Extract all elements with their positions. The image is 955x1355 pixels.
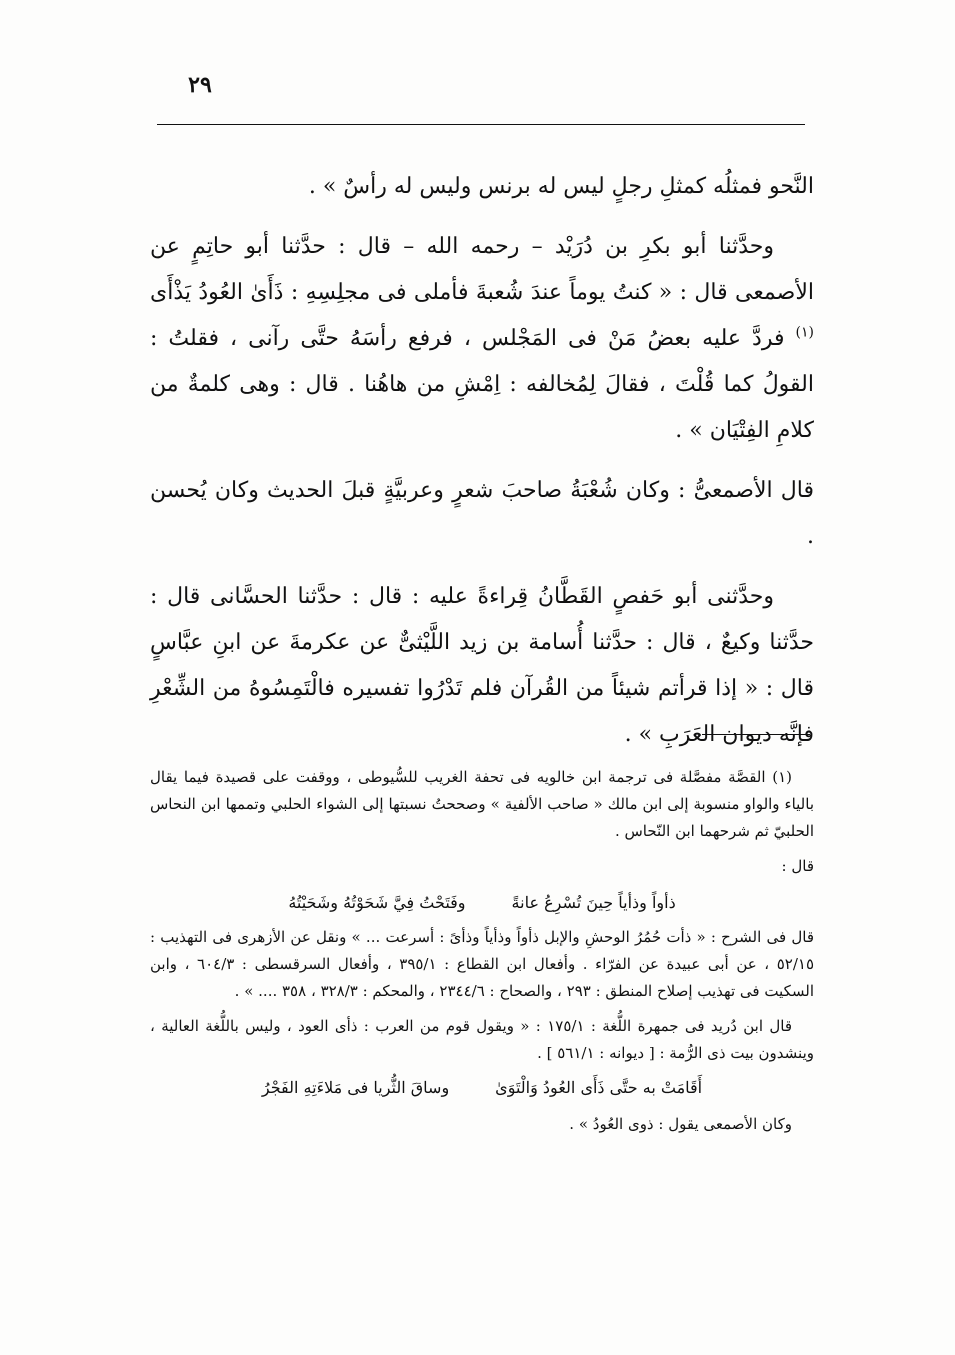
verse-2 xyxy=(150,1073,814,1103)
footnote-qaal: قال : xyxy=(781,857,814,875)
paragraph-3: قال الأصمعىُّ : وكان شُعْبَةُ صاحبَ شعرٍ وعربيَّةٍ قبلَ الحديث وكان يُحسن . xyxy=(150,478,814,549)
verse-2-first-hemistich: أَقَامَتْ به حتَّى ذَأَى العُودُ وَالْتَوَىٰ xyxy=(495,1078,703,1097)
paragraph-4 xyxy=(150,574,814,758)
footnotes xyxy=(150,764,814,1138)
paragraph-2-text-b: فردَّ عليه بعضُ مَنْ فى المَجْلس ، فرفع رأسَهُ حتَّى رآنى ، فقلتُ : القولُ كما قُلْتَ ، فقالَ لِمُخالفه : اِمْشِ من هاهُنا . قال : وهى كلمةٌ من كلامِ الفِتْيَان » . xyxy=(150,326,814,443)
paragraph-2 xyxy=(150,224,814,454)
page-number: ٢٩ xyxy=(188,72,212,98)
footnote-jamhara xyxy=(150,1013,814,1067)
footnote-rule xyxy=(702,734,810,735)
header-rule xyxy=(157,124,805,125)
paragraph-4-text: وحدَّثنى أبو حَفصٍ القَطَّانُ قِراءةً عليه : قال : حدَّثنا الحسَّانى قال : حدَّثنا وكيعٌ ، قال : حدَّثنا أُسامة بن زيد اللَّيْثىٌّ عن عكرمةَ عن ابنِ عبَّاسٍ قال : « إذا قرأتم شيئاً من القُرآن فلم تَدْرُوا تفسيره فالْتَمِسُوهُ من الشِّعْرِ فإنَّه ديوان العَرَبِ » . xyxy=(150,584,814,747)
footnote-last xyxy=(150,1111,814,1138)
footnote-sharh: قال فى الشرح : « ذأت حُمُرُ الوحشِ والإبل ذأواً وذأياً وذأىً : أسرعت ... » ونقل عن الأزهرى فى التهذيب : ٥٢/١٥ ، عن أبى عبيدة عن الفرّاء . وأفعال ابن القطاع : ٣٩٥/١ ، وأفعال السرقسطى : ٦٠٤/٣ ، وابن السكيت فى تهذيب إصلاح المنطق : ٢٩٣ ، والصحاح : ٢٣٤٤/٦ ، والمحكم : ٣٢٨/٣ ، ٣٥٨ .... » . xyxy=(150,928,815,1000)
main-text xyxy=(150,164,814,758)
footnote-last-text: وكان الأصمعى يقول : ذوى العُودُ » . xyxy=(569,1115,792,1133)
footnote-reference: (١) xyxy=(795,324,815,341)
footnote-jamhara-text: قال ابن دُريد فى جمهرة اللُّغة : ١٧٥/١ : « ويقول قوم من العرب : ذأى العود ، وليس باللُّغة العالية ، وينشدون بيت ذى الرُّمة : [ ديوانه : ٥٦١/١ ] . xyxy=(150,1017,814,1062)
footnote-1-text: (١) القصَّة مفصَّلة فى ترجمة ابن خالويه فى تحفة الغريب للسُّيوطى ، ووقفت على قصيدة فيما يقال بالياء والواو منسوبة إلى ابن مالك « صاحب الألفية » وصححتُ نسبتها إلى الشواء الحلبي وتممها ابن النحاس الحلبيّ ثم شرحهما ابن النّحاس . xyxy=(150,768,814,840)
verse-1-first-hemistich: ذأواً وذأياً حِينَ تُسْرِعُ عانةً xyxy=(511,893,676,912)
verse-1 xyxy=(150,888,814,918)
verse-1-second-hemistich: وفَتَحْتُ فِيَّ شَحَوْتُهُ وشَحَيْتُهُ xyxy=(288,893,466,912)
paragraph-1: النَّحو فمثلُه كمثلِ رجلٍ ليس له برنس وليس له رأسٌ » . xyxy=(308,174,814,199)
verse-2-second-hemistich: وساقَ الثُّريا فى مَلاءَتِهِ الفَجْرُ xyxy=(261,1078,450,1097)
paragraph-2-text-a: وحدَّثنا أبو بكرِ بن دُرَيْد – رحمه الله – قال : حدَّثنا أبو حاتِمٍ عن الأصمعى قال : « كنتُ يوماً عندَ شُعبةَ فأملى فى مجلِسِهِ : ذَأَىٰ العُودُ يَذْأَى xyxy=(150,234,814,305)
footnote-1 xyxy=(150,764,814,845)
